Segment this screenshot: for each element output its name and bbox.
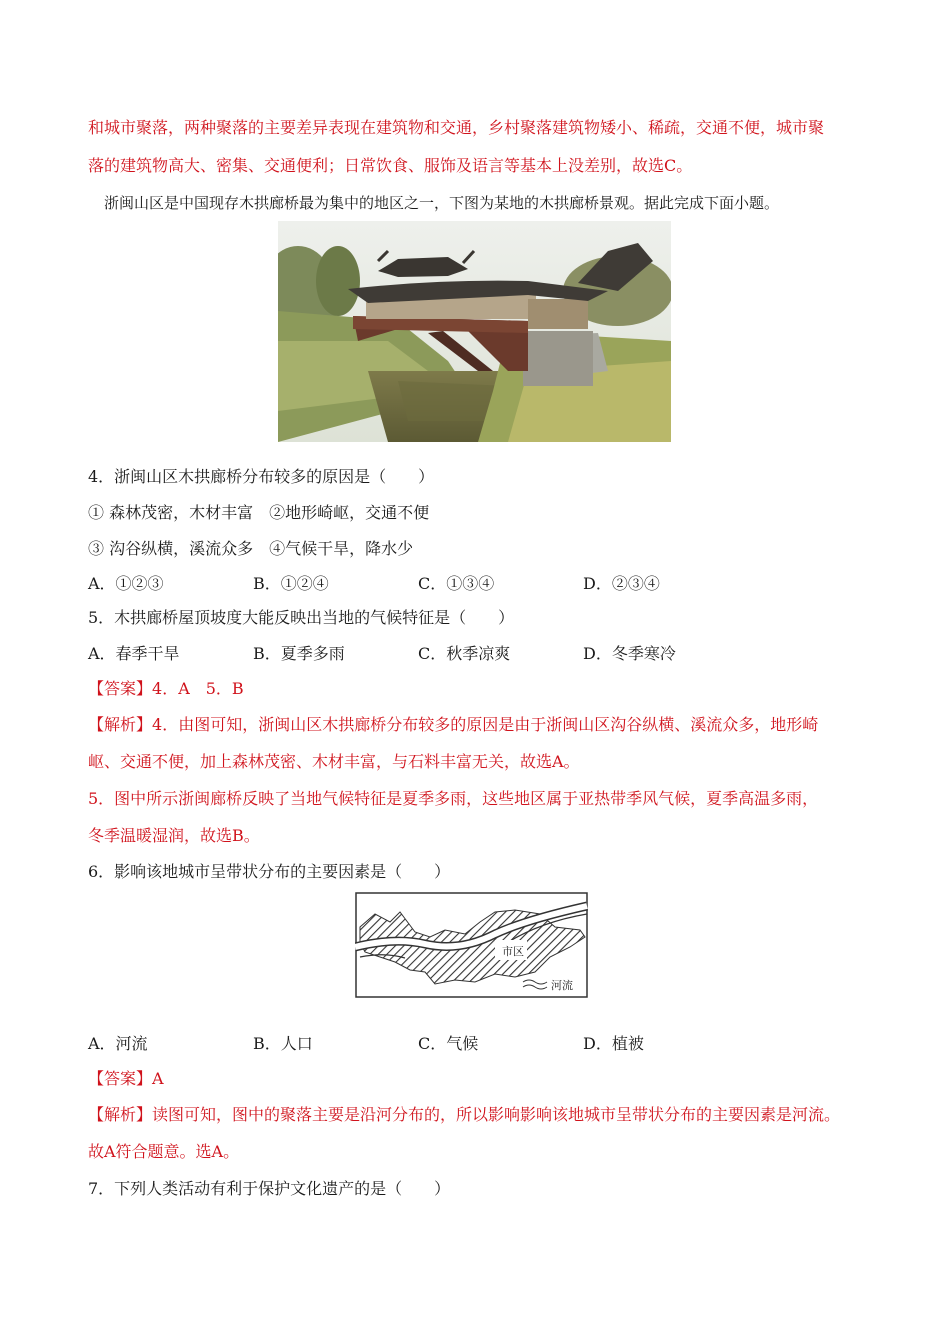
q6-option-b[interactable]: B．人口 xyxy=(253,1034,313,1053)
answer-label: 【答案】 xyxy=(88,679,153,698)
answer-label: 【答案】 xyxy=(88,1069,153,1088)
q4-stem: 4．浙闽山区木拱廊桥分布较多的原因是（ ） xyxy=(88,467,435,486)
q5-stem: 5．木拱廊桥屋顶坡度大能反映出当地的气候特征是（ ） xyxy=(88,608,515,627)
q5-option-c[interactable]: C．秋季凉爽 xyxy=(418,644,511,663)
q6-option-a[interactable]: A．河流 xyxy=(88,1034,148,1053)
analysis-6-line-2: 故A符合题意。选A。 xyxy=(88,1142,240,1161)
intro-red-line-2: 落的建筑物高大、密集、交通便利；日常饮食、服饰及语言等基本上没差别，故选C。 xyxy=(88,156,693,175)
q7-stem: 7．下列人类活动有利于保护文化遗产的是（ ） xyxy=(88,1179,451,1198)
q4-option-a[interactable]: A．①②③ xyxy=(88,574,164,593)
analysis-label: 【解析】 xyxy=(88,1105,153,1124)
answer-text: A xyxy=(152,1069,164,1088)
q6-option-d[interactable]: D．植被 xyxy=(583,1034,644,1053)
answer-6 xyxy=(88,1069,164,1089)
analysis-45-line-1 xyxy=(88,715,818,735)
analysis-6-line-1 xyxy=(88,1105,840,1125)
analysis-label: 【解析】 xyxy=(88,715,153,734)
analysis-text: 读图可知，图中的聚落主要是沿河分布的，所以影响影响该地城市呈带状分布的主要因素是河流。 xyxy=(152,1105,841,1124)
q4-option-b[interactable]: B．①②④ xyxy=(253,574,329,593)
map-label-city: 市区 xyxy=(502,945,524,958)
q4-items-2: ③ 沟谷纵横，溪流众多 ④气候干旱，降水少 xyxy=(88,539,414,558)
analysis-text: 4．由图可知，浙闽山区木拱廊桥分布较多的原因是由于浙闽山区沟谷纵横、溪流众多，地形崎 xyxy=(152,715,819,734)
answer-text: 4．A 5．B xyxy=(152,679,244,698)
analysis-45-line-2: 岖、交通不便，加上森林茂密、木材丰富，与石料丰富无关，故选A。 xyxy=(88,752,580,771)
q5-option-a[interactable]: A．春季干旱 xyxy=(88,644,180,663)
analysis-45-line-4: 冬季温暖湿润，故选B。 xyxy=(88,826,260,845)
wooden-arch-bridge-photo xyxy=(278,221,671,442)
q4-items-1: ① 森林茂密，木材丰富 ②地形崎岖，交通不便 xyxy=(88,503,430,522)
passage-text: 浙闽山区是中国现存木拱廊桥最为集中的地区之一，下图为某地的木拱廊桥景观。据此完成下面小题。 xyxy=(104,194,780,212)
q6-stem: 6．影响该地城市呈带状分布的主要因素是（ ） xyxy=(88,862,451,881)
map-label-river: 河流 xyxy=(551,979,573,992)
q5-option-d[interactable]: D．冬季寒冷 xyxy=(583,644,676,663)
answer-45 xyxy=(88,679,244,699)
intro-red-line-1: 和城市聚落，两种聚落的主要差异表现在建筑物和交通，乡村聚落建筑物矮小、稀疏，交通不便，城市聚 xyxy=(88,118,825,137)
q5-option-b[interactable]: B．夏季多雨 xyxy=(253,644,345,663)
analysis-45-line-3: 5．图中所示浙闽廊桥反映了当地气候特征是夏季多雨，这些地区属于亚热带季风气候，夏季高温多雨， xyxy=(88,789,819,808)
city-river-map xyxy=(355,892,588,998)
q4-option-d[interactable]: D．②③④ xyxy=(583,574,660,593)
q4-option-c[interactable]: C．①③④ xyxy=(418,574,495,593)
q6-option-c[interactable]: C．气候 xyxy=(418,1034,479,1053)
